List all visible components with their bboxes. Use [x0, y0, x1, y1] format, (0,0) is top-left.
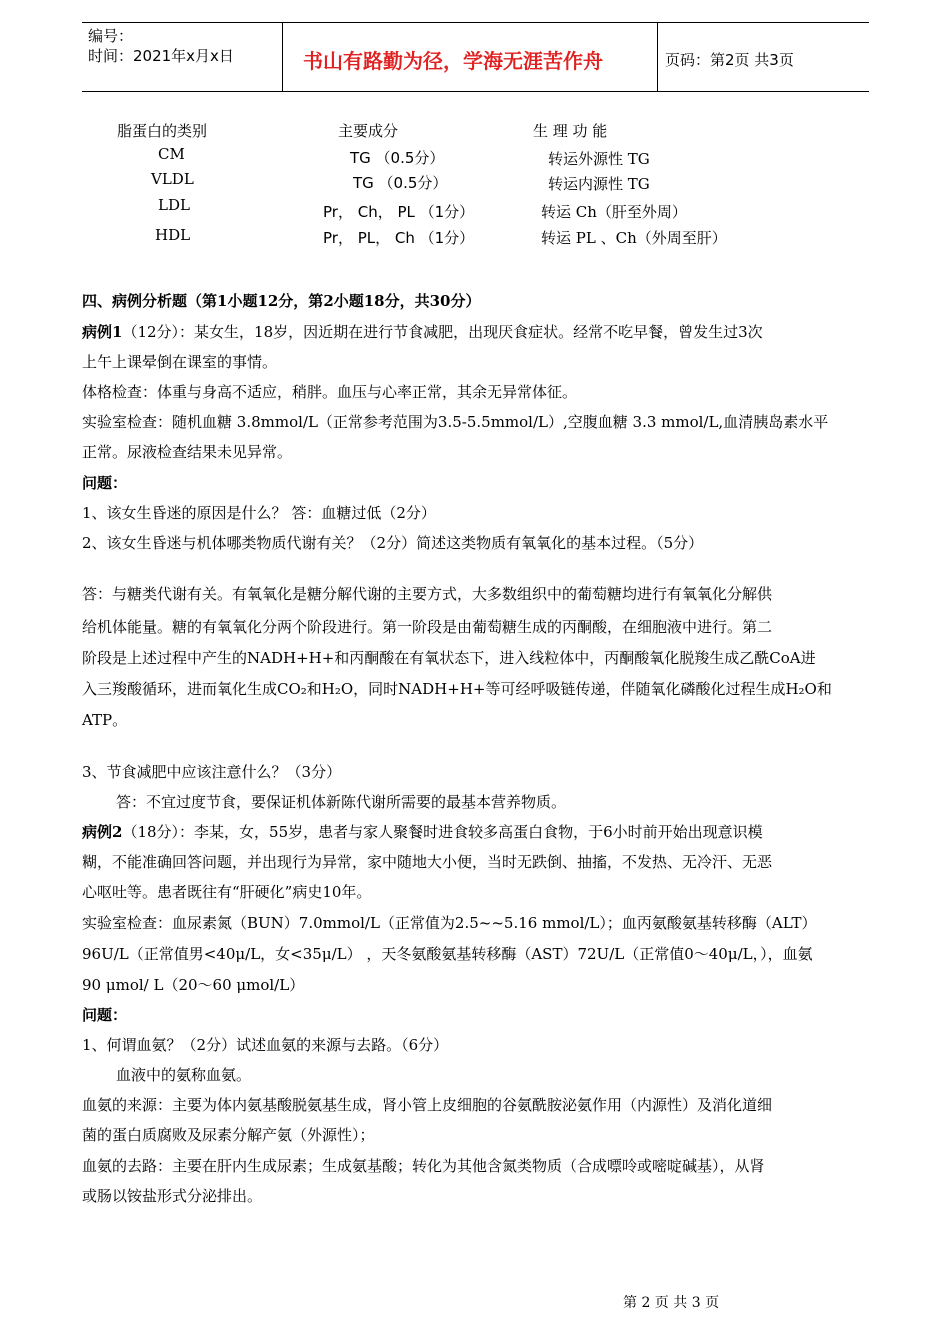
row-comp: TG （0.5分） [350, 149, 445, 167]
case1-intro [82, 317, 872, 347]
case1-label: 病例1 [82, 323, 123, 341]
number-label: 编号： [88, 27, 134, 45]
row-type: HDL [155, 226, 191, 244]
row-comp: Pr， PL， Ch （1分） [323, 229, 475, 247]
section-title: 四、病例分析题（第1小题12分，第2小题18分，共30分） [82, 292, 481, 310]
header-motto-cell [282, 23, 658, 91]
col-header-func: 生 理 功 能 [533, 122, 608, 140]
case2-intro-line2: 糊，不能准确回答问题，并出现行为异常，家中随地大小便，当时无跌倒、抽搐，不发热、无冷汗、无恶 [82, 853, 773, 871]
page-footer: 第 2 页 共 3 页 [623, 1295, 720, 1311]
case2-a1-dest-line2: 或肠以铵盐形式分泌排出。 [82, 1187, 263, 1205]
motto-text: 书山有路勤为径，学海无涯苦作舟 [303, 49, 603, 73]
case2-label: 病例2 [82, 823, 123, 841]
row-type: LDL [158, 196, 190, 214]
case1-lab-line1: 实验室检查：随机血糖 3.8mmol/L（正常参考范围为3.5-5.5mmol/L）,空腹血糖 3.3 mmol/L,血清胰岛素水平 [82, 413, 829, 431]
case1-a3: 答：不宜过度节食，要保证机体新陈代谢所需要的最基本营养物质。 [116, 793, 567, 811]
row-func: 转运内源性 TG [548, 175, 650, 193]
col-header-comp: 主要成分 [338, 122, 399, 140]
case2-questions-label: 问题： [82, 1006, 128, 1024]
case2-a1-definition: 血液中的氨称血氨。 [116, 1066, 252, 1084]
case1-lab-line2: 正常。尿液检查结果未见异常。 [82, 443, 293, 461]
row-type: CM [158, 145, 185, 163]
case2-a1-source-line1: 血氨的来源：主要为体内氨基酸脱氨基生成，肾小管上皮细胞的谷氨酰胺泌氨作用（内源性）及消化道细 [82, 1096, 773, 1114]
page-header [82, 22, 869, 92]
case1-q3: 3、节食减肥中应该注意什么？（3分） [82, 763, 342, 781]
case1-a2-line: 阶段是上述过程中产生的NADH+H+和丙酮酸在有氧状态下，进入线粒体中，丙酮酸氧化脱羧生成乙酰CoA进 [82, 649, 816, 667]
case1-a2-line: 入三羧酸循环，进而氧化生成CO₂和H₂O，同时NADH+H+等可经呼吸链传递，伴随氧化磷酸化过程生成H₂O和 [82, 680, 832, 698]
row-func: 转运外源性 TG [548, 150, 650, 168]
row-comp: Pr， Ch， PL （1分） [323, 203, 475, 221]
case2-lab-line2: 96U/L（正常值男<40μ/L，女<35μ/L） ，天冬氨酸氨基转移酶（AST）72U/L（正常值0～40μ/L，），血氨 [82, 945, 813, 963]
case2-intro-text: （18分）：李某，女，55岁，患者与家人聚餐时进食较多高蛋白食物，于6小时前开始出现意识模 [122, 823, 763, 841]
col-header-type: 脂蛋白的类别 [117, 122, 208, 140]
case2-lab-line3: 90 μmol/ L（20～60 μmol/L） [82, 976, 305, 994]
header-page-cell [657, 23, 869, 91]
case1-questions-label: 问题： [82, 474, 128, 492]
case1-q1: 1、该女生昏迷的原因是什么？ 答：血糖过低（2分） [82, 504, 436, 522]
case1-intro-text: （12分）：某女生，18岁，因近期在进行节食减肥，出现厌食症状。经常不吃早餐，曾发生过3次 [122, 323, 763, 341]
case1-intro-line2: 上午上课晕倒在课室的事情。 [82, 353, 278, 371]
case1-a2-line: 给机体能量。糖的有氧氧化分两个阶段进行。第一阶段是由葡萄糖生成的丙酮酸，在细胞液中进行。第二 [82, 618, 773, 636]
case2-lab-line1: 实验室检查：血尿素氮（BUN）7.0mmol/L（正常值为2.5~~5.16 mmol/L）；血丙氨酸氨基转移酶（ALT） [82, 914, 817, 932]
time-label: 时间：2021年x月x日 [88, 47, 234, 65]
row-type: VLDL [151, 170, 194, 188]
case1-a2-line: ATP。 [82, 711, 128, 729]
row-comp: TG （0.5分） [353, 174, 448, 192]
case1-exam: 体格检查：体重与身高不适应，稍胖。血压与心率正常，其余无异常体征。 [82, 383, 578, 401]
row-func: 转运 PL 、Ch（外周至肝） [541, 229, 727, 247]
case2-intro-line3: 心呕吐等。患者既往有“肝硬化”病史10年。 [82, 883, 372, 901]
case2-q1: 1、何谓血氨？（2分）试述血氨的来源与去路。（6分） [82, 1036, 449, 1054]
case2-a1-source-line2: 菌的蛋白质腐败及尿素分解产氨（外源性）； [82, 1126, 375, 1144]
row-func: 转运 Ch（肝至外周） [541, 203, 687, 221]
case2-a1-dest-line1: 血氨的去路：主要在肝内生成尿素；生成氨基酸；转化为其他含氮类物质（合成嘌呤或嘧啶碱基），从肾 [82, 1157, 765, 1175]
header-left-cell [82, 23, 282, 91]
case1-q2: 2、该女生昏迷与机体哪类物质代谢有关？（2分）简述这类物质有氧氧化的基本过程。（5分） [82, 534, 704, 552]
case2-intro [82, 817, 872, 847]
page-info: 页码：第2页 共3页 [665, 51, 794, 69]
case1-a2-line: 答：与糖类代谢有关。有氧氧化是糖分解代谢的主要方式，大多数组织中的葡萄糖均进行有氧氧化分解供 [82, 585, 773, 603]
